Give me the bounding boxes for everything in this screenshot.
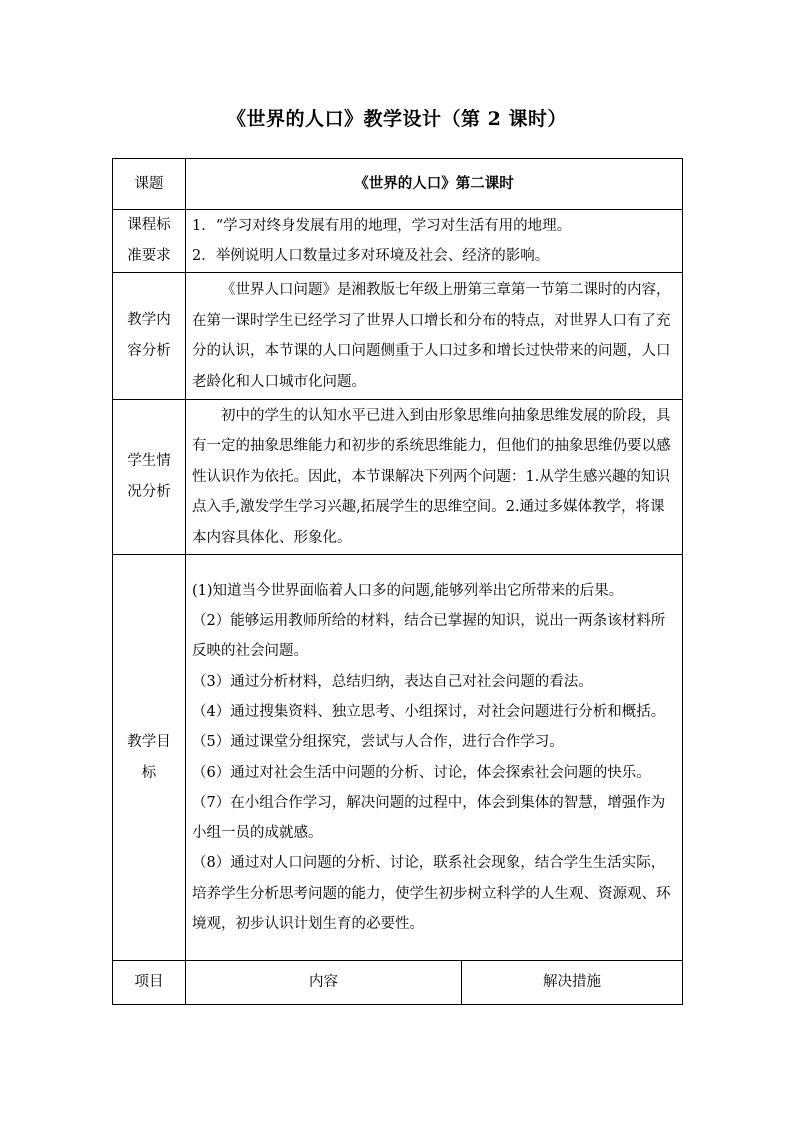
standard-line-1: 1．“学习对终身发展有用的地理，学习对生活有用的地理。 — [192, 217, 572, 234]
label-student-analysis — [113, 400, 186, 555]
objective-item: （4）通过搜集资料、独立思考、小组探讨，对社会问题进行分析和概括。 — [192, 703, 666, 720]
header-content: 内容 — [186, 961, 462, 1005]
document-title: 《世界的人口》教学设计（第 2 课时） — [227, 108, 567, 130]
label-objectives-line2: 标 — [141, 764, 157, 781]
row-standard — [113, 210, 683, 273]
label-topic: 课题 — [113, 159, 186, 210]
value-topic: 《世界的人口》第二课时 — [186, 159, 683, 210]
label-standard — [113, 210, 186, 273]
header-measures: 解决措施 — [462, 961, 683, 1005]
label-objectives-line1: 教学目 — [127, 733, 171, 750]
label-content-line2: 容分析 — [127, 343, 171, 359]
lesson-plan-table — [112, 158, 683, 1005]
objective-item: (1)知道当今世界面临着人口多的问题,能够列举出它所带来的后果。 — [192, 582, 624, 599]
label-student-line1: 学生情 — [127, 453, 171, 469]
row-student-analysis — [113, 400, 683, 555]
objective-item: （6）通过对社会生活中问题的分析、讨论，体会探索社会问题的快乐。 — [192, 764, 651, 781]
row-header — [113, 961, 683, 1005]
header-item: 项目 — [113, 961, 186, 1005]
value-content-analysis — [186, 273, 683, 400]
objective-item: （5）通过课堂分组探究，尝试与人合作，进行合作学习。 — [192, 734, 564, 751]
label-objectives — [113, 555, 186, 961]
label-standard-line2: 准要求 — [127, 248, 171, 264]
value-standard — [186, 210, 683, 273]
label-content-analysis — [113, 273, 186, 400]
content-analysis-text: 《世界人口问题》是湘教版七年级上册第三章第一节第二课时的内容，在第一课时学生已经学习了世界人口增长和分布的特点，对世界人口有了充分的认识，本节课的人口问题侧重于人口过多和增长过快带来的问题，人口老龄化和人口城市化问题。 — [192, 282, 671, 390]
objective-item: （8）通过对人口问题的分析、讨论，联系社会现象，结合学生生活实际，培养学生分析思考问题的能力，使学生初步树立科学的人生观、资源观、环境观，初步认识计划生育的必要性。 — [192, 855, 671, 932]
label-standard-line1: 课程标 — [127, 217, 171, 233]
objective-item: （3）通过分析材料，总结归纳，表达自己对社会问题的看法。 — [192, 673, 593, 690]
label-student-line2: 况分析 — [127, 484, 171, 500]
value-student-analysis — [186, 400, 683, 555]
student-analysis-text: 初中的学生的认知水平已进入到由形象思维向抽象思维发展的阶段，具有一定的抽象思维能力和初步的系统思维能力，但他们的抽象思维仍要以感性认识作为依托。因此，本节课解决下列两个问题：1.从学生感兴趣的知识点入手,激发学生学习兴趣,拓展学生的思维空间。2.通过多媒体教学，将课本内容具体化、形象化。 — [192, 407, 671, 546]
row-objectives — [113, 555, 683, 961]
row-topic — [113, 159, 683, 210]
objective-item: （7）在小组合作学习，解决问题的过程中，体会到集体的智慧，增强作为小组一员的成就感。 — [192, 794, 666, 842]
value-objectives — [186, 555, 683, 961]
row-content-analysis — [113, 273, 683, 400]
label-content-line1: 教学内 — [127, 312, 171, 328]
objective-item: （2）能够运用教师所给的材料，结合已掌握的知识，说出一两条该材料所反映的社会问题。 — [192, 613, 666, 660]
standard-line-2: 2．举例说明人口数量过多对环境及社会、经济的影响。 — [192, 248, 550, 264]
